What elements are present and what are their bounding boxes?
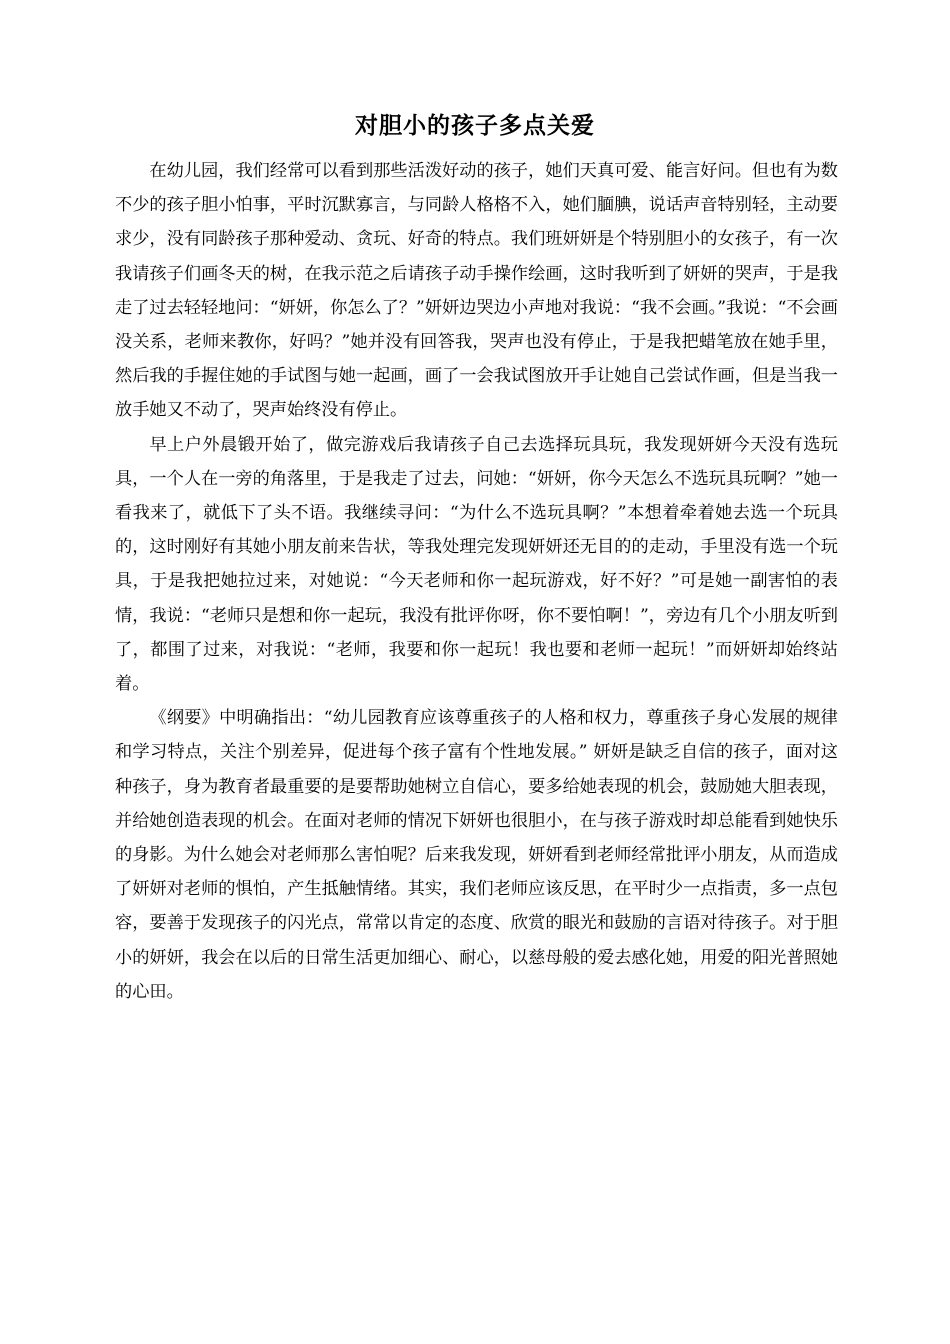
paragraph-2: 早上户外晨锻开始了，做完游戏后我请孩子自己去选择玩具玩，我发现妍妍今天没有选玩具，一个人在一旁的角落里，于是我走了过去，问她：“妍妍，你今天怎么不选玩具玩啊？”她一看我来了，就低下了头不语。我继续寻问：“为什么不选玩具啊？”本想着牵着她去选一个玩具的，这时刚好有其她小朋友前来告状，等我处理完发现妍妍还无目的的走动，手里没有选一个玩具，于是我把她拉过来，对她说：“今天老师和你一起玩游戏，好不好？”可是她一副害怕的表情，我说：“老师只是想和你一起玩，我没有批评你呀，你不要怕啊！”，旁边有几个小朋友听到了，都围了过来，对我说：“老师，我要和你一起玩！我也要和老师一起玩！”而妍妍却始终站着。 (115, 434, 838, 695)
paragraph-3: 《纲要》中明确指出：“幼儿园教育应该尊重孩子的人格和权力，尊重孩子身心发展的规律和学习特点，关注个别差异，促进每个孩子富有个性地发展。” 妍妍是缺乏自信的孩子，面对这种孩子，身为教育者最重要的是要帮助她树立自信心，要多给她表现的机会，鼓励她大胆表现，并给她创造表现的机会。在面对老师的情况下妍妍也很胆小，在与孩子游戏时却总能看到她快乐的身影。为什么她会对老师那么害怕呢？后来我发现，妍妍看到老师经常批评小朋友，从而造成了妍妍对老师的惧怕，产生抵触情绪。其实，我们老师应该反思，在平时少一点指责，多一点包容，要善于发现孩子的闪光点，常常以肯定的态度、欣赏的眼光和鼓励的言语对待孩子。对于胆小的妍妍，我会在以后的日常生活更加细心、耐心，以慈母般的爱去感化她，用爱的阳光普照她的心田。 (115, 708, 838, 1002)
paragraph-1: 在幼儿园，我们经常可以看到那些活泼好动的孩子，她们天真可爱、能言好问。但也有为数不少的孩子胆小怕事，平时沉默寡言，与同龄人格格不入，她们腼腆，说话声音特别轻，主动要求少，没有同龄孩子那种爱动、贪玩、好奇的特点。我们班妍妍是个特别胆小的女孩子，有一次我请孩子们画冬天的树，在我示范之后请孩子动手操作绘画，这时我听到了妍妍的哭声，于是我走了过去轻轻地问：“妍妍，你怎么了？”妍妍边哭边小声地对我说：“我不会画。”我说：“不会画没关系，老师来教你，好吗？”她并没有回答我，哭声也没有停止，于是我把蜡笔放在她手里，然后我的手握住她的手试图与她一起画，画了一会我试图放开手让她自己尝试作画，但是当我一放手她又不动了，哭声始终没有停止。 (115, 161, 838, 421)
document-title: 对胆小的孩子多点关爱 (355, 113, 595, 139)
document-body (115, 154, 838, 1009)
